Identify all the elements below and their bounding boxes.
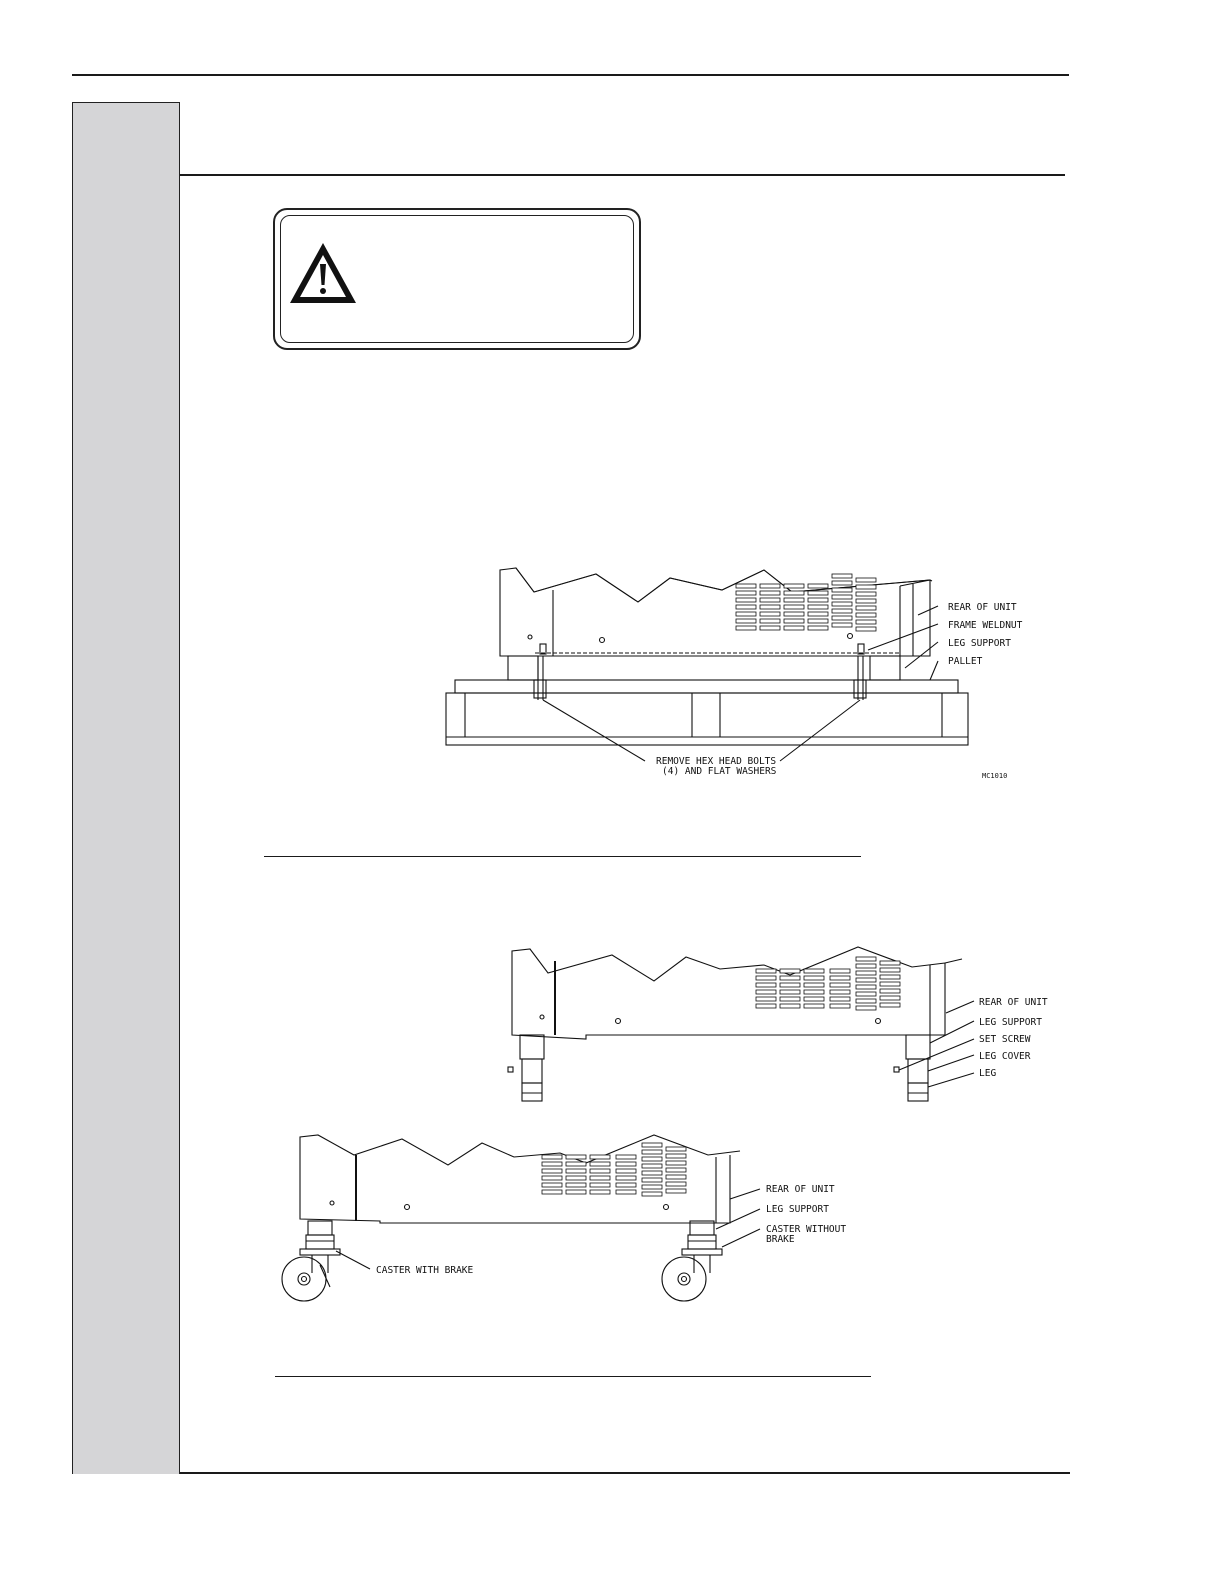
figure-casters xyxy=(270,1125,870,1315)
label-rear-of-unit: REAR OF UNIT xyxy=(979,997,1048,1008)
caption-rule-1 xyxy=(264,856,861,857)
pallet-top-board xyxy=(455,680,958,693)
warning-box xyxy=(273,208,641,350)
figure-legs xyxy=(500,935,1060,1115)
label-rear-of-unit: REAR OF UNIT xyxy=(948,602,1017,613)
warning-triangle-icon xyxy=(287,240,359,306)
caption-rule-2 xyxy=(275,1376,871,1377)
figure-pallet xyxy=(430,560,1060,790)
label-leg-support: LEG SUPPORT xyxy=(979,1017,1042,1028)
label-pallet: PALLET xyxy=(948,656,983,667)
label-remove-bolts-1: REMOVE HEX HEAD BOLTS xyxy=(656,756,777,767)
label-leg: LEG xyxy=(979,1068,997,1079)
label-remove-bolts-2: (4) AND FLAT WASHERS xyxy=(662,766,777,777)
label-caster-without-brake-2: BRAKE xyxy=(766,1234,795,1245)
section-rule xyxy=(107,174,1065,176)
label-rear-of-unit: REAR OF UNIT xyxy=(766,1184,835,1195)
label-frame-weldnut: FRAME WELDNUT xyxy=(948,620,1023,631)
label-leg-support: LEG SUPPORT xyxy=(948,638,1011,649)
label-leg-support: LEG SUPPORT xyxy=(766,1204,829,1215)
label-caster-without-brake-1: CASTER WITHOUT xyxy=(766,1224,847,1235)
drawing-number: MC1010 xyxy=(982,772,1008,780)
label-caster-with-brake: CASTER WITH BRAKE xyxy=(376,1265,474,1276)
label-leg-cover: LEG COVER xyxy=(979,1051,1031,1062)
footer-rule xyxy=(72,1472,1070,1474)
label-set-screw: SET SCREW xyxy=(979,1034,1031,1045)
side-tab xyxy=(72,102,180,1474)
header-rule xyxy=(72,74,1069,76)
